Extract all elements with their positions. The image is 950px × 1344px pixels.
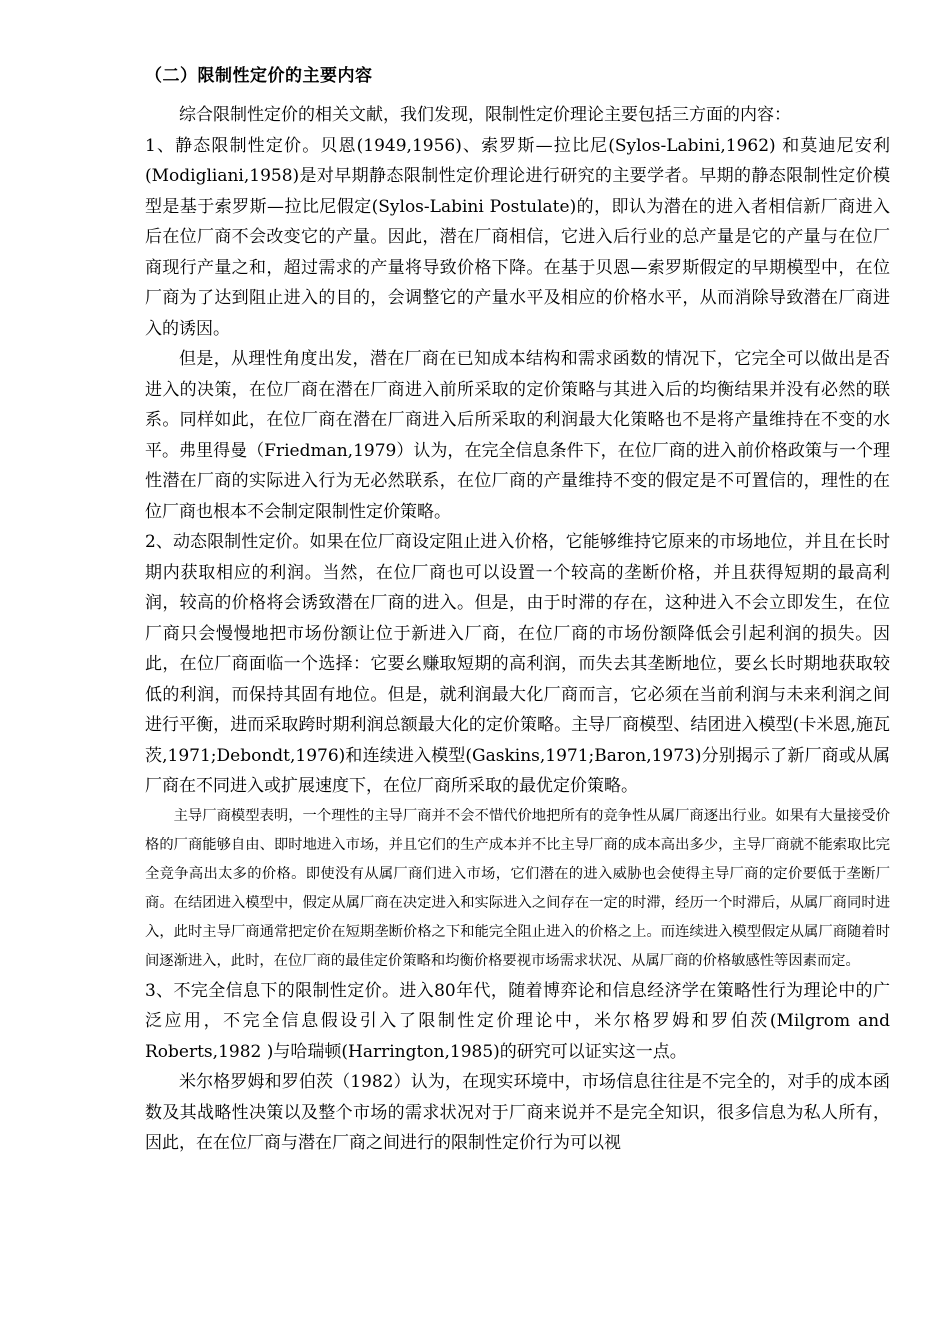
milgrom-roberts-paragraph: 米尔格罗姆和罗伯茨（1982）认为，在现实环境中，市场信息往往是不完全的，对手的成本函数及其战略性决策以及整个市场的需求状况对于厂商来说并不是完全知识，很多信息为私人所有，因此，在在位厂商与潜在厂商之间进行的限制性定价行为可以视 [145,1072,890,1153]
intro-paragraph: 综合限制性定价的相关文献，我们发现，限制性定价理论主要包括三方面的内容： [179,105,791,125]
section-heading: （二）限制性定价的主要内容 [145,66,373,86]
document-page [145,64,890,1159]
incomplete-information-paragraph: 3、不完全信息下的限制性定价。进入80年代，随着博弈论和信息经济学在策略性行为理论中的广泛应用，不完全信息假设引入了限制性定价理论中，米尔格罗姆和罗伯茨(Milgrom and Roberts,1982 )与哈瑞顿(Harrington,1985)的研究可以证实这一点。 [145,980,890,1062]
static-limit-pricing-paragraph: 1、静态限制性定价。贝恩(1949,1956)、索罗斯—拉比尼(Sylos-Labini,1962) 和莫迪尼安利(Modigliani,1958)是对早期静态限制性定价理论进行研究的主要学者。早期的静态限制性定价模型是基于索罗斯—拉比尼假定(Sylos-Labini Postulate)的，即认为潜在的进入者相信新厂商进入后在位厂商不会改变它的产量。因此，潜在厂商相信，它进入后行业的总产量是它的产量与在位厂商现行产量之和，超过需求的产量将导致价格下降。在基于贝恩—索罗斯假定的早期模型中，在位厂商为了达到阻止进入的目的，会调整它的产量水平及相应的价格水平，从而消除导致潜在厂商进入的诱因。 [145,135,890,339]
rational-critique-paragraph: 但是，从理性角度出发，潜在厂商在已知成本结构和需求函数的情况下，它完全可以做出是否进入的决策，在位厂商在潜在厂商进入前所采取的定价策略与其进入后的均衡结果并没有必然的联系。同样如此，在位厂商在潜在厂商进入后所采取的利润最大化策略也不是将产量维持在不变的水平。弗里得曼（Friedman,1979）认为，在完全信息条件下，在位厂商的进入前价格政策与一个理性潜在厂商的实际进入行为无必然联系，在位厂商的产量维持不变的假定是不可置信的，理性的在位厂商也根本不会制定限制性定价策略。 [145,349,890,522]
dynamic-limit-pricing-paragraph: 2、动态限制性定价。如果在位厂商设定阻止进入价格，它能够维持它原来的市场地位，并且在长时期内获取相应的利润。当然，在位厂商也可以设置一个较高的垄断价格，并且获得短期的最高利润，较高的价格将会诱致潜在厂商的进入。但是，由于时滞的存在，这种进入不会立即发生，在位厂商只会慢慢地把市场份额让位于新进入厂商，在位厂商的市场份额降低会引起利润的损失。因此，在位厂商面临一个选择：它要幺赚取短期的高利润，而失去其垄断地位，要幺长时期地获取较低的利润，而保持其固有地位。但是，就利润最大化厂商而言，它必须在当前利润与未来利润之间进行平衡，进而采取跨时期利润总额最大化的定价策略。主导厂商模型、结团进入模型(卡米恩,施瓦茨,1971;Debondt,1976)和连续进入模型(Gaskins,1971;Baron,1973)分别揭示了新厂商或从属厂商在不同进入或扩展速度下，在位厂商所采取的最优定价策略。 [145,532,890,796]
dominant-firm-model-paragraph: 主导厂商模型表明，一个理性的主导厂商并不会不惜代价地把所有的竞争性从属厂商逐出行业。如果有大量接受价格的厂商能够自由、即时地进入市场，并且它们的生产成本并不比主导厂商的成本高出多少，主导厂商就不能索取比完全竞争高出太多的价格。即使没有从属厂商们进入市场，它们潜在的进入威胁也会使得主导厂商的定价要低于垄断厂商。在结团进入模型中，假定从属厂商在决定进入和实际进入之间存在一定的时滞，经历一个时滞后，从属厂商同时进入，此时主导厂商通常把定价在短期垄断价格之下和能完全阻止进入的价格之上。而连续进入模型假定从属厂商随着时间逐渐进入，此时，在位厂商的最佳定价策略和均衡价格要视市场需求状况、从属厂商的价格敏感性等因素而定。 [145,807,890,969]
